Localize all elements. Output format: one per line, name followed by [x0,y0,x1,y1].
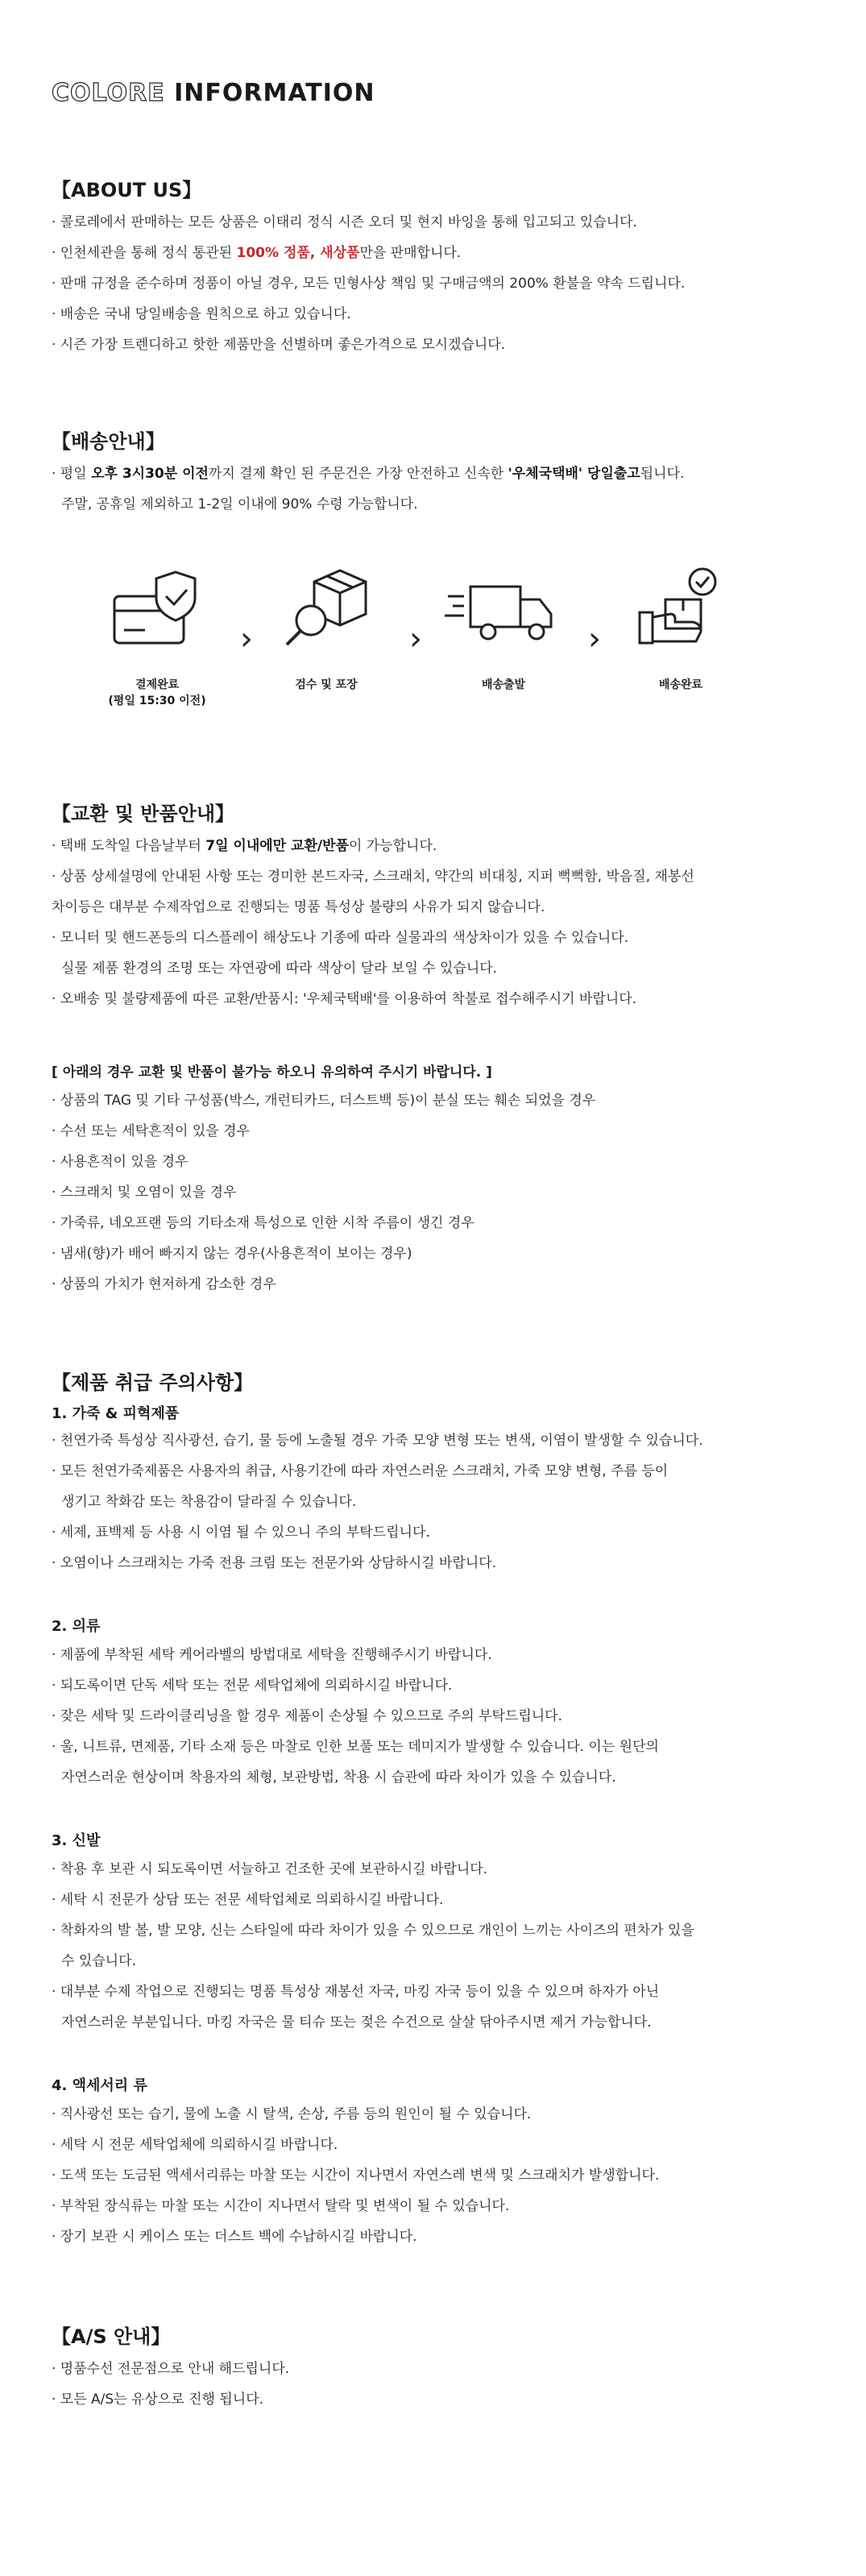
care-section-title: 【제품 취급 주의사항】 [52,1371,254,1394]
care-shoes-line-5: · 대부분 수제 작업으로 진행되는 명품 특성상 재봉선 자국, 마킹 자국 등이 있을 수 있으며 하자가 아닌 [52,1984,660,2000]
cutoff-time: 오후 3시30분 이전 [91,466,209,482]
genuine-highlight: 100% 정품, 새상품 [236,245,360,261]
exchange-line-1 [52,836,437,856]
exchange-section-title: 【교환 및 반품안내】 [52,803,234,825]
card-shield-icon [105,564,209,653]
delivery-truck-icon [443,564,564,653]
title-rest: INFORMATION [164,79,375,107]
care-clothing-line-5: 자연스러운 현상이며 착용자의 체형, 보관방법, 착용 시 습관에 따라 차이가 있을 수 있습니다. [61,1769,616,1786]
care-shoes-line-1: · 착용 후 보관 시 되도록이면 서늘하고 건조한 곳에 보관하시길 바랍니다. [52,1861,488,1877]
care-leather-line-4: · 세제, 표백제 등 사용 시 이염 될 수 있으니 주의 부탁드립니다. [52,1524,430,1541]
exchange-line-6: · 오배송 및 불량제품에 따른 교환/반품시: '우체국택배'를 이용하여 착불로 접수해주시기 바랍니다. [52,991,637,1007]
care-leather-line-2: · 모든 천연가죽제품은 사용자의 취급, 사용기간에 따라 자연스러운 스크래치, 가죽 모양 변형, 주름 등이 [52,1463,669,1479]
exchange-line-4: · 모니터 및 핸드폰등의 디스플레이 해상도나 기종에 따라 실물과의 색상차이가 있을 수 있습니다. [52,930,629,946]
care-clothing-line-4: · 울, 니트류, 면제품, 기타 소재 등은 마찰로 인한 보풀 또는 데미지가 발생할 수 있습니다. 이는 원단의 [52,1739,659,1755]
care-accessory-line-2: · 세탁 시 전문 세탁업체에 의뢰하시길 바랍니다. [52,2137,338,2153]
brand-name: COLORE [52,79,165,107]
step-arrow-3: › [588,620,601,657]
step-shipping-label: 배송출발 [481,678,526,691]
step-payment-sublabel: (평일 15:30 이전) [108,695,206,707]
shipping-line-2: 주말, 공휴일 제외하고 1-2일 이내에 90% 수령 가능합니다. [61,496,418,512]
no-return-item-5: · 가죽류, 네오프랜 등의 기타소재 특성으로 인한 시착 주름이 생긴 경우 [52,1215,474,1231]
step-shipping [443,564,564,693]
step-delivered-label: 배송완료 [658,678,703,691]
care-clothing-title: 2. 의류 [52,1618,101,1635]
no-return-notice: [ 아래의 경우 교환 및 반품이 불가능 하오니 유의하여 주시기 바랍니다. ] [52,1064,492,1081]
about-line-2-post: 만을 판매합니다. [359,245,462,261]
care-shoes-line-2: · 세탁 시 전문가 상담 또는 전문 세탁업체로 의뢰하시길 바랍니다. [52,1892,444,1908]
care-clothing-line-3: · 잦은 세탁 및 드라이클리닝을 할 경우 제품이 손상될 수 있으므로 주의 부탁드립니다. [52,1708,563,1724]
care-leather-line-3: 생기고 착화감 또는 착용감이 달라질 수 있습니다. [61,1494,357,1510]
no-return-item-4: · 스크래치 및 오염이 있을 경우 [52,1184,237,1201]
shipping-section-title: 【배송안내】 [52,430,165,453]
as-section-title: 【A/S 안내】 [52,2325,171,2348]
about-section-title: 【ABOUT US】 [52,179,202,201]
about-line-2 [52,243,461,263]
same-day-shipping: '우체국택배' 당일출고 [508,466,640,482]
care-leather-line-5: · 오염이나 스크래치는 가죽 전용 크림 또는 전문가와 상담하시길 바랍니다. [52,1555,497,1571]
no-return-item-6: · 냄새(향)가 배어 빠지지 않는 경우(사용흔적이 보이는 경우) [52,1246,412,1262]
care-shoes-line-4: 수 있습니다. [61,1953,136,1969]
step-delivered [620,564,741,693]
care-clothing-line-2: · 되도록이면 단독 세탁 또는 전문 세탁업체에 의뢰하시길 바랍니다. [52,1678,453,1694]
step-inspection [266,564,387,693]
care-shoes-line-6: 자연스러운 부분입니다. 마킹 자국은 물 티슈 또는 젖은 수건으로 살살 닦아주시면 제거 가능합니다. [61,2014,652,2031]
no-return-item-7: · 상품의 가치가 현저하게 감소한 경우 [52,1276,276,1292]
care-accessory-title: 4. 액세서리 류 [52,2077,147,2094]
care-clothing-line-1: · 제품에 부착된 세탁 케어라벨의 방법대로 세탁을 진행해주시기 바랍니다. [52,1647,492,1663]
as-line-2: · 모든 A/S는 유상으로 진행 됩니다. [52,2391,264,2408]
step-inspection-label: 검수 및 포장 [295,678,358,691]
exchange-line-5: 실물 제품 환경의 조명 또는 자연광에 따라 색상이 달라 보일 수 있습니다. [61,960,498,977]
as-line-1: · 명품수선 전문점으로 안내 해드립니다. [52,2361,290,2377]
care-accessory-line-5: · 장기 보관 시 케이스 또는 더스트 백에 수납하시길 바랍니다. [52,2229,417,2245]
exchange-line-2: · 상품 상세설명에 안내된 사항 또는 경미한 본드자국, 스크래치, 약간의 비대칭, 지퍼 뻑뻑함, 박음질, 재봉선 [52,869,694,885]
about-line-5: · 시즌 가장 트렌디하고 핫한 제품만을 선별하며 좋은가격으로 모시겠습니다. [52,337,506,353]
about-line-4: · 배송은 국내 당일배송을 원칙으로 하고 있습니다. [52,306,351,322]
exchange-line-3: 차이등은 대부분 수제작업으로 진행되는 명품 특성상 불량의 사유가 되지 않습니다. [52,899,545,915]
care-leather-title: 1. 가죽 & 피혁제품 [52,1405,180,1422]
about-line-1: · 콜로레에서 판매하는 모든 상품은 이태리 정식 시즌 오더 및 현지 바잉을 통해 입고되고 있습니다. [52,214,637,230]
no-return-item-1: · 상품의 TAG 및 기타 구성품(박스, 개런티카드, 더스트백 등)이 분실 또는 훼손 되었을 경우 [52,1093,596,1109]
care-shoes-title: 3. 신발 [52,1832,101,1849]
shipping-line-1-e: 됩니다. [640,466,685,482]
no-return-item-2: · 수선 또는 세탁흔적이 있을 경우 [52,1123,250,1139]
step-arrow-1: › [240,620,253,657]
care-leather-line-1: · 천연가죽 특성상 직사광선, 습기, 물 등에 노출될 경우 가죽 모양 변형 또는 변색, 이염이 발생할 수 있습니다. [52,1433,703,1449]
shipping-line-1 [52,464,684,483]
care-accessory-line-1: · 직사광선 또는 습기, 물에 노출 시 탈색, 손상, 주름 등의 원인이 될 수 있습니다. [52,2106,532,2122]
step-payment-label: 결제완료 [135,678,180,691]
no-return-item-3: · 사용흔적이 있을 경우 [52,1154,189,1170]
exchange-line-1-a: · 택배 도착일 다음날부터 [52,838,206,854]
step-arrow-2: › [409,620,422,657]
page-title [52,79,375,107]
box-inspection-icon [274,564,379,653]
exchange-period: 7일 이내에만 교환/반품 [205,838,349,854]
box-delivered-icon [628,564,733,653]
about-line-3: · 판매 규정을 준수하며 정품이 아닐 경우, 모든 민형사상 책임 및 구매금액의 200% 환불을 약속 드립니다. [52,276,686,292]
care-accessory-line-4: · 부착된 장식류는 마찰 또는 시간이 지나면서 탈락 및 변색이 될 수 있습니다. [52,2198,510,2214]
shipping-line-1-c: 까지 결제 확인 된 주문건은 가장 안전하고 신속한 [208,466,508,482]
exchange-line-1-c: 이 가능합니다. [348,838,437,854]
shipping-line-1-a: · 평일 [52,466,92,482]
about-line-2-pre: · 인천세관을 통해 정식 통관된 [52,245,237,261]
step-payment [97,564,218,709]
care-accessory-line-3: · 도색 또는 도금된 액세서리류는 마찰 또는 시간이 지나면서 자연스레 변색 및 스크래치가 발생합니다. [52,2167,660,2184]
care-shoes-line-3: · 착화자의 발 볼, 발 모양, 신는 스타일에 따라 차이가 있을 수 있으므로 개인이 느끼는 사이즈의 편차가 있을 [52,1923,694,1939]
